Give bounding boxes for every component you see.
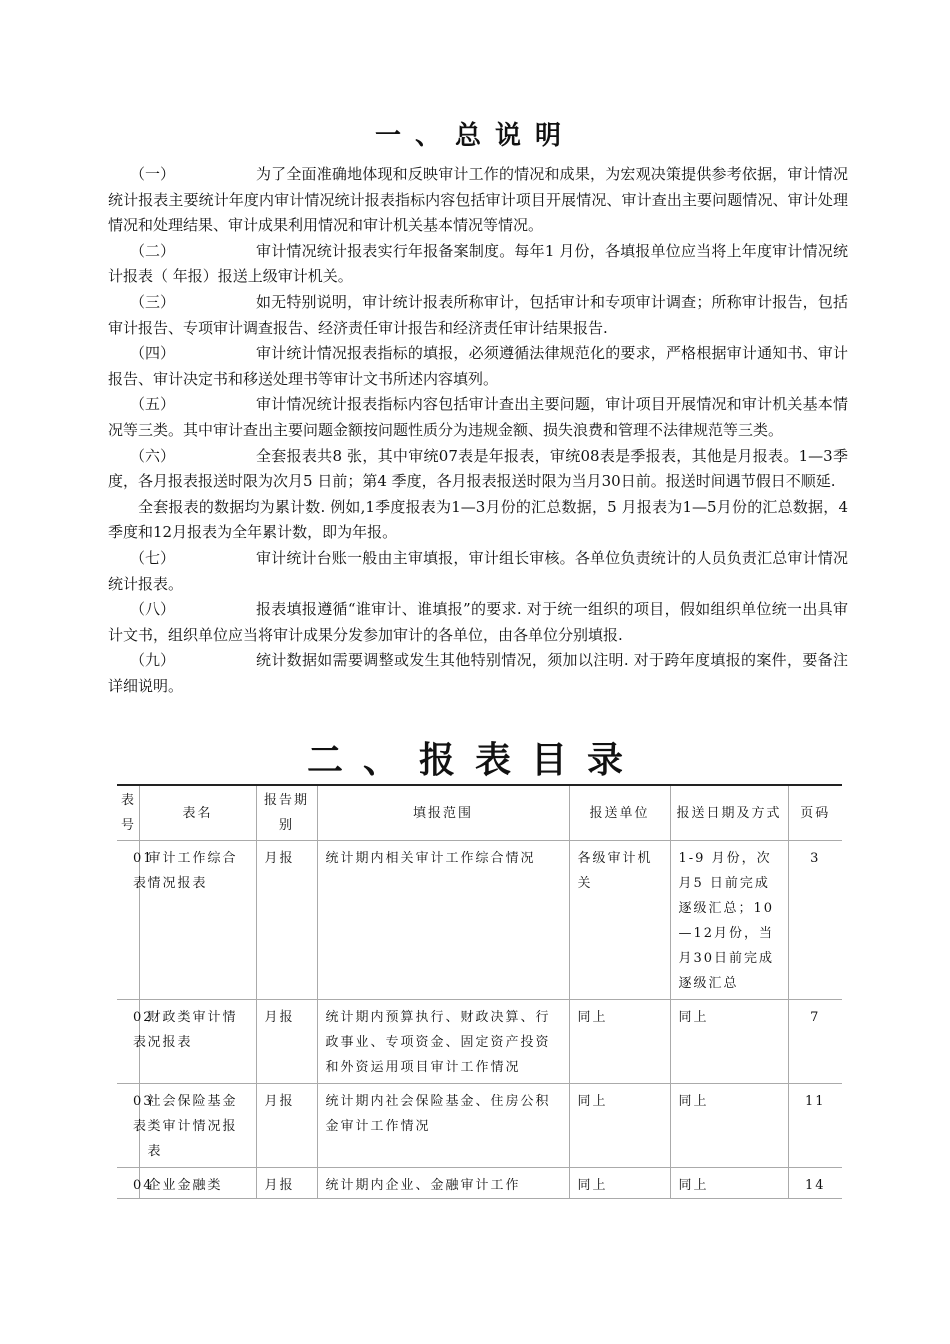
cell-date: 1-9 月份，次月5 日前完成逐级汇总；10—12月份，当月30日前完成逐级汇总 — [670, 841, 788, 1000]
note-text: 审计情况统计报表指标内容包括审计查出主要问题，审计项目开展情况和审计机关基本情况等三类。其中审计查出主要问题金额按问题性质分为违规金额、损失浪费和管理不法律规范等三类。 — [108, 395, 848, 439]
table-row — [117, 841, 842, 1000]
note-paragraph — [108, 648, 848, 699]
note-number: （九） — [130, 651, 176, 670]
note-paragraph — [108, 444, 848, 495]
note-paragraph — [108, 239, 848, 290]
note-text: 统计数据如需要调整或发生其他特别情况，须加以注明. 对于跨年度填报的案件，要备注详细说明。 — [108, 651, 848, 695]
cell-scope: 统计期内社会保险基金、住房公积金审计工作情况 — [317, 1084, 569, 1168]
table-row — [117, 1000, 842, 1084]
table-header-row — [117, 785, 842, 841]
cell-code: 03表 — [117, 1084, 139, 1168]
note-text: 如无特别说明，审计统计报表所称审计，包括审计和专项审计调查；所称审计报告，包括审计报告、专项审计调查报告、经济责任审计报告和经济责任审计结果报告. — [108, 292, 848, 337]
note-number: （三） — [130, 292, 176, 311]
note-paragraph — [108, 392, 848, 443]
header-code: 表号 — [117, 785, 139, 841]
note-text: 审计统计情况报表指标的填报，必须遵循法律规范化的要求，严格根据审计通知书、审计报告、审计决定书和移送处理书等审计文书所述内容填列。 — [108, 344, 848, 388]
section2-title: 二、报表目录 — [306, 739, 643, 781]
note-number: （八） — [130, 600, 176, 619]
cell-date: 同上 — [670, 1084, 788, 1168]
cell-period: 月报 — [256, 1084, 317, 1168]
header-page: 页码 — [788, 785, 842, 841]
note-text: 全套报表的数据均为累计数. 例如,1季度报表为1—3月份的汇总数据，5 月报表为1—5月份的汇总数据，4 季度和12月报表为全年累计数，即为年报。 — [108, 497, 848, 542]
report-catalog-table — [117, 784, 842, 1199]
note-paragraph — [108, 495, 848, 546]
note-number: （一） — [130, 165, 176, 183]
cell-page: 3 — [788, 841, 842, 1000]
cell-name: 财政类审计情况报表 — [139, 1000, 256, 1084]
note-paragraph — [108, 546, 848, 597]
cell-name: 审计工作综合情况报表 — [139, 841, 256, 1000]
cell-code: 04 — [117, 1168, 139, 1199]
section1-title: 一、总说明 — [374, 121, 575, 151]
note-text: 为了全面准确地体现和反映审计工作的情况和成果，为宏观决策提供参考依据，审计情况统计报表主要统计年度内审计情况统计报表指标内容包括审计项目开展情况、审计查出主要问题情况、审计处理情况和处理结果、审计成果利用情况和审计机关基本情况等情况。 — [108, 165, 848, 235]
cell-period: 月报 — [256, 1000, 317, 1084]
note-number: （五） — [130, 395, 176, 414]
note-number: （四） — [130, 344, 176, 363]
note-number: （六） — [130, 446, 176, 465]
header-date: 报送日期及方式 — [670, 785, 788, 841]
note-number: （七） — [130, 548, 176, 567]
cell-period: 月报 — [256, 841, 317, 1000]
header-period: 报告期别 — [256, 785, 317, 841]
general-notes — [108, 162, 848, 699]
note-number: （二） — [130, 241, 176, 260]
note-text: 审计情况统计报表实行年报备案制度。每年1 月份，各填报单位应当将上年度审计情况统计报表（ 年报）报送上级审计机关。 — [108, 241, 848, 286]
cell-name: 企业金融类 — [139, 1168, 256, 1199]
note-paragraph — [108, 341, 848, 392]
cell-name: 社会保险基金类审计情况报表 — [139, 1084, 256, 1168]
header-unit: 报送单位 — [569, 785, 670, 841]
header-scope: 填报范围 — [317, 785, 569, 841]
cell-date: 同上 — [670, 1168, 788, 1199]
cell-code: 02表 — [117, 1000, 139, 1084]
cell-unit: 同上 — [569, 1084, 670, 1168]
cell-scope: 统计期内预算执行、财政决算、行政事业、专项资金、固定资产投资和外资运用项目审计工作情况 — [317, 1000, 569, 1084]
note-text: 报表填报遵循“谁审计、谁填报”的要求. 对于统一组织的项目，假如组织单位统一出具审计文书，组织单位应当将审计成果分发参加审计的各单位，由各单位分别填报. — [108, 600, 848, 644]
cell-scope: 统计期内相关审计工作综合情况 — [317, 841, 569, 1000]
cell-page: 7 — [788, 1000, 842, 1084]
cell-period: 月报 — [256, 1168, 317, 1199]
cell-code: 01表 — [117, 841, 139, 1000]
note-paragraph — [108, 597, 848, 648]
cell-unit: 各级审计机关 — [569, 841, 670, 1000]
cell-unit: 同上 — [569, 1168, 670, 1199]
cell-date: 同上 — [670, 1000, 788, 1084]
note-paragraph — [108, 162, 848, 239]
note-text: 全套报表共8 张，其中审统07表是年报表，审统08表是季报表，其他是月报表。1—3季度，各月报表报送时限为次月5 日前；第4 季度，各月报表报送时限为当月30日前。报送时间遇节假日不顺延. — [108, 446, 848, 491]
table-row — [117, 1168, 842, 1199]
cell-page: 11 — [788, 1084, 842, 1168]
table-row — [117, 1084, 842, 1168]
cell-scope: 统计期内企业、金融审计工作 — [317, 1168, 569, 1199]
header-name: 表名 — [139, 785, 256, 841]
cell-page: 14 — [788, 1168, 842, 1199]
note-paragraph — [108, 290, 848, 341]
cell-unit: 同上 — [569, 1000, 670, 1084]
note-text: 审计统计台账一般由主审填报，审计组长审核。各单位负责统计的人员负责汇总审计情况统计报表。 — [108, 548, 848, 593]
